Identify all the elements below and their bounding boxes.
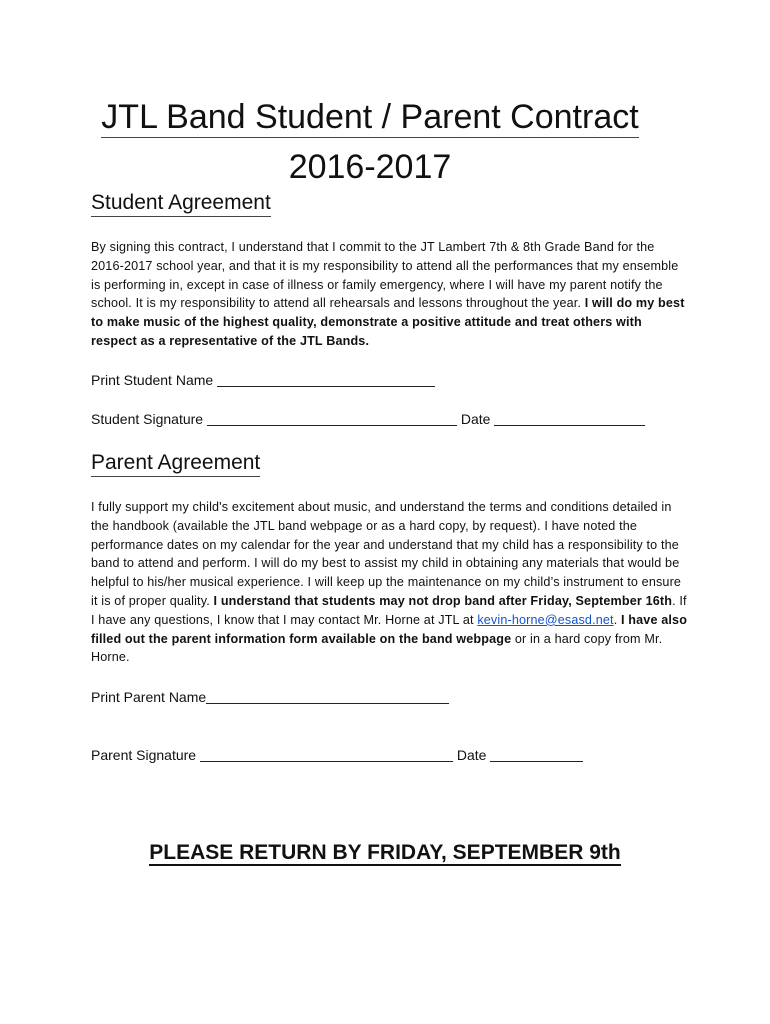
return-notice-text: PLEASE RETURN BY FRIDAY, SEPTEMBER 9th bbox=[149, 841, 621, 864]
student-name-blank[interactable] bbox=[217, 372, 435, 387]
parent-agreement-bold2: I have also filled out the parent information form available on the band webpage bbox=[91, 612, 688, 646]
student-name-field bbox=[91, 371, 435, 389]
parent-name-label: Print Parent Name bbox=[91, 689, 207, 705]
student-agreement-bold: I will do my best to make music of the highest quality, demonstrate a positive attitude and treat others with respect as a representative of the JTL Bands. bbox=[91, 296, 685, 348]
parent-agreement-part4: or in a hard copy from Mr. Horne. bbox=[91, 631, 663, 665]
parent-name-field bbox=[91, 688, 449, 706]
student-agreement-plain: By signing this contract, I understand that I commit to the JT Lambert 7th & 8th Grade Band for the 2016-2017 school year, and that it is my responsibility to attend all the performances that my ensemble is performing in, except in case of illness or family emergency, where I will have my parent notify the school. It is my responsibility to attend all rehearsals and lessons throughout the year. bbox=[91, 240, 679, 311]
parent-agreement-text bbox=[91, 498, 691, 667]
parent-date-blank[interactable] bbox=[490, 747, 583, 762]
student-agreement-text bbox=[91, 238, 691, 351]
parent-signature-label: Parent Signature bbox=[91, 747, 197, 763]
parent-date-label: Date bbox=[456, 747, 487, 763]
parent-agreement-part1: I fully support my child's excitement about music, and understand the terms and conditions detailed in the handbook (available the JTL band webpage or as a hard copy, by request). I have noted the performance dates on my calendar for the year and understand that my child has a responsibility to the band to attend and perform. I will do my best to assist my child in obtaining any materials that would be helpful to his/her musical experience. I will keep up the maintenance on my child’s instrument to ensure it is of proper quality. bbox=[91, 500, 682, 608]
title-line-1: JTL Band Student / Parent Contract bbox=[101, 98, 639, 136]
student-name-label: Print Student Name bbox=[91, 372, 214, 388]
title-line-2: 2016-2017 bbox=[288, 148, 452, 186]
parent-agreement-bold1: I understand that students may not drop band after Friday, September 16th bbox=[213, 593, 673, 608]
student-signature-blank[interactable] bbox=[207, 411, 457, 426]
parent-name-blank[interactable] bbox=[206, 689, 449, 704]
parent-agreement-heading: Parent Agreement bbox=[91, 451, 260, 477]
student-signature-field bbox=[91, 410, 645, 428]
student-date-blank[interactable] bbox=[494, 411, 645, 426]
student-signature-label: Student Signature bbox=[91, 411, 204, 427]
page-title bbox=[0, 94, 740, 190]
parent-agreement-part2: . If I have any questions, I know that I may contact Mr. Horne at JTL at bbox=[91, 593, 687, 627]
contact-email-link[interactable]: kevin-horne@esasd.net bbox=[477, 612, 614, 627]
parent-agreement-part3: . bbox=[613, 612, 621, 627]
return-notice bbox=[0, 841, 770, 865]
student-date-label: Date bbox=[460, 411, 491, 427]
parent-signature-field bbox=[91, 746, 583, 764]
parent-signature-blank[interactable] bbox=[200, 747, 453, 762]
student-agreement-heading: Student Agreement bbox=[91, 191, 271, 217]
